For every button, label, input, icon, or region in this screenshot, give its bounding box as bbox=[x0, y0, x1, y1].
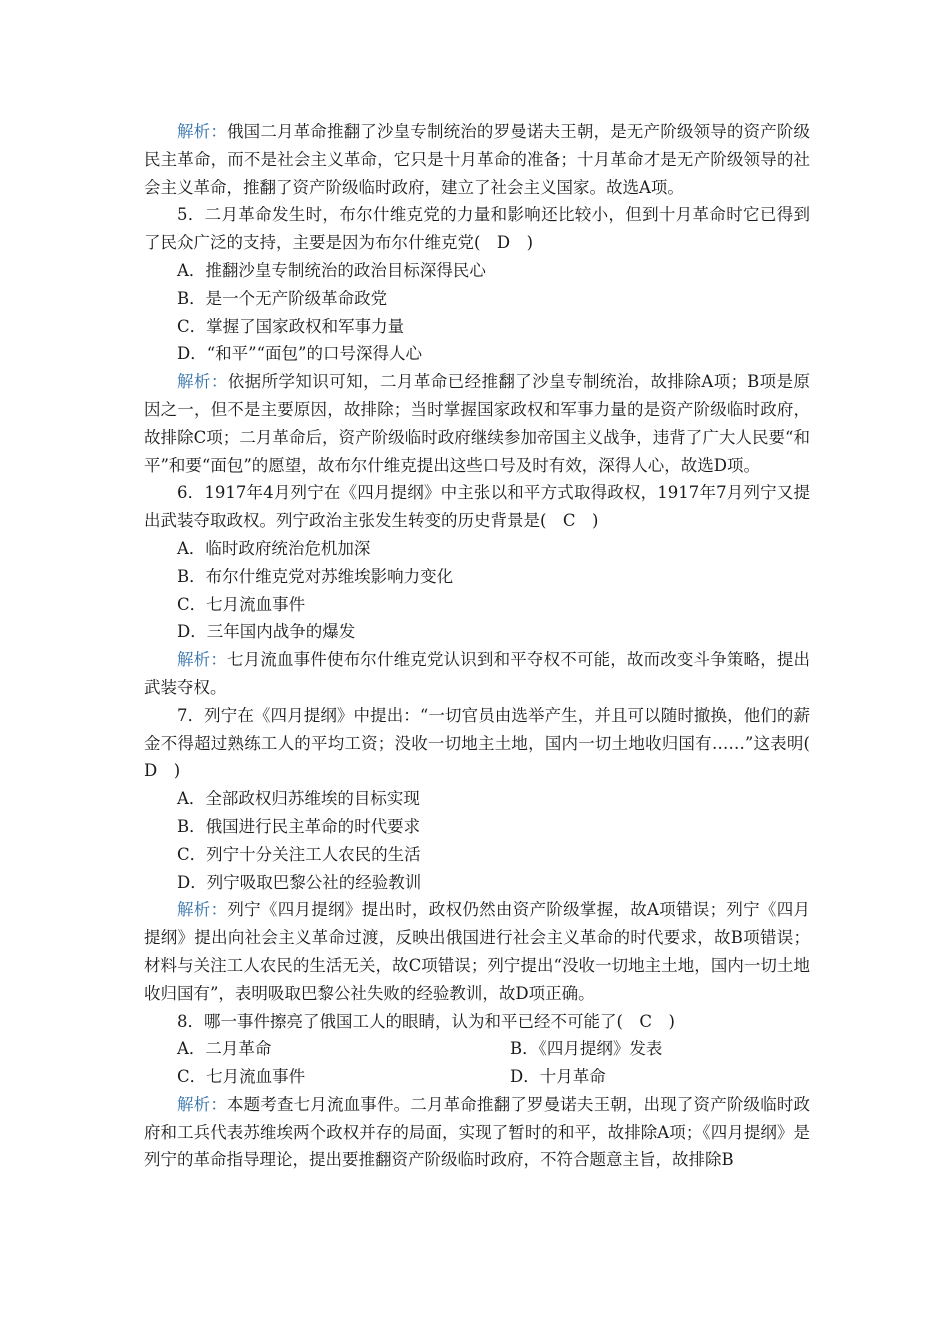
analysis-label: 解析： bbox=[177, 900, 228, 920]
option-a: A．二月革命 bbox=[177, 1039, 272, 1059]
option-c: C．七月流血事件 bbox=[177, 594, 306, 614]
analysis-text: 列宁《四月提纲》提出时，政权仍然由资产阶级掌握，故A项错误；列宁《四月提纲》提出向社会主义革命过渡，反映出俄国进行社会主义革命的时代要求，故B项错误；材料与关注工人农民的生活无关，故C项错误；列宁提出“没收一切地主土地，国内一切土地收归国有”，表明吸取巴黎公社失败的经验教训，故D项正确。 bbox=[144, 900, 810, 1003]
analysis-paragraph bbox=[144, 646, 810, 702]
analysis-text: 依据所学知识可知，二月革命已经推翻了沙皇专制统治，故排除A项；B项是原因之一，但不是主要原因，故排除；当时掌握国家政权和军事力量的是资产阶级临时政府，故排除C项；二月革命后，资产阶级临时政府继续参加帝国主义战争，违背了广大人民要“和平”和要“面包”的愿望，故布尔什维克提出这些口号及时有效，深得人心，故选D项。 bbox=[144, 372, 810, 475]
analysis-label: 解析： bbox=[177, 372, 228, 392]
analysis-text: 本题考查七月流血事件。二月革命推翻了罗曼诺夫王朝，出现了资产阶级临时政府和工兵代表苏维埃两个政权并存的局面，实现了暂时的和平，故排除A项；《四月提纲》是列宁的革命指导理论，提出要推翻资产阶级临时政府，不符合题意主旨，故排除B bbox=[144, 1094, 811, 1170]
analysis-text: 俄国二月革命推翻了沙皇专制统治的罗曼诺夫王朝，是无产阶级领导的资产阶级民主革命，而不是社会主义革命，它只是十月革命的准备；十月革命才是无产阶级领导的社会主义革命，推翻了资产阶级临时政府，建立了社会主义国家。故选A项。 bbox=[144, 122, 811, 197]
question-stem: 7．列宁在《四月提纲》中提出：“一切官员由选举产生，并且可以随时撤换，他们的薪金不得超过熟练工人的平均工资；没收一切地主土地，国内一切土地收归国有……”这表明( D ) bbox=[144, 705, 827, 781]
option-b: B．布尔什维克党对苏维埃影响力变化 bbox=[177, 566, 454, 586]
option-d: D．列宁吸取巴黎公社的经验教训 bbox=[177, 872, 422, 892]
analysis-paragraph bbox=[144, 368, 810, 479]
option-a: A．临时政府统治危机加深 bbox=[177, 538, 371, 558]
analysis-label: 解析： bbox=[177, 122, 227, 141]
option-c: C．掌握了国家政权和军事力量 bbox=[177, 316, 405, 336]
option-row bbox=[144, 1063, 810, 1091]
analysis-label: 解析： bbox=[177, 650, 227, 670]
option-row bbox=[144, 1035, 810, 1063]
analysis-text: 七月流血事件使布尔什维克党认识到和平夺权不可能，故而改变斗争策略，提出武装夺权。 bbox=[144, 650, 811, 697]
question-stem: 8．哪一事件擦亮了俄国工人的眼睛，认为和平已经不可能了( C ) bbox=[177, 1011, 675, 1031]
option-d: D．三年国内战争的爆发 bbox=[177, 622, 356, 642]
analysis-paragraph bbox=[144, 1091, 810, 1174]
option-d: D．十月革命 bbox=[510, 1067, 606, 1087]
analysis-paragraph bbox=[144, 896, 810, 1007]
question-stem: 6．1917年4月列宁在《四月提纲》中主张以和平方式取得政权，1917年7月列宁又提出武装夺取政权。列宁政治主张发生转变的历史背景是( C ) bbox=[144, 483, 810, 531]
analysis-label: 解析： bbox=[177, 1094, 227, 1114]
option-b: B．是一个无产阶级革命政党 bbox=[177, 288, 388, 308]
document-content bbox=[144, 118, 827, 1174]
option-c: C．列宁十分关注工人农民的生活 bbox=[177, 844, 421, 864]
option-a: A．全部政权归苏维埃的目标实现 bbox=[177, 789, 420, 809]
option-a: A．推翻沙皇专制统治的政治目标深得民心 bbox=[177, 260, 486, 280]
analysis-paragraph bbox=[144, 118, 810, 201]
option-c: C．七月流血事件 bbox=[177, 1067, 306, 1087]
question-stem: 5．二月革命发生时，布尔什维克党的力量和影响还比较小，但到十月革命时它已得到了民众广泛的支持，主要是因为布尔什维克党( D ) bbox=[144, 205, 810, 253]
option-d: D．“和平”“面包”的口号深得人心 bbox=[177, 344, 422, 364]
option-b: B．《四月提纲》发表 bbox=[510, 1039, 663, 1059]
option-b: B．俄国进行民主革命的时代要求 bbox=[177, 816, 421, 836]
